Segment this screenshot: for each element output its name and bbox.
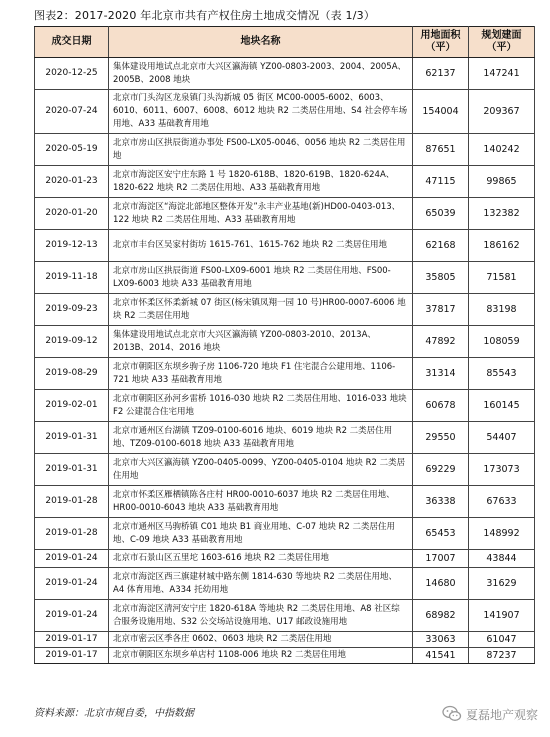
cell-build-area: 31629 bbox=[469, 568, 535, 600]
cell-date: 2019-01-24 bbox=[35, 568, 109, 600]
cell-build-area: 186162 bbox=[469, 230, 535, 262]
cell-name: 北京市石景山区五里坨 1603-616 地块 R2 二类居住用地 bbox=[109, 550, 413, 568]
cell-date: 2019-01-31 bbox=[35, 422, 109, 454]
cell-name: 北京市海淀区清河安宁庄 1820-618A 等地块 R2 二类居住用地、A8 社区综合服务设施用地、S32 公交场站设施用地、U17 邮政设施用地 bbox=[109, 600, 413, 632]
cell-name: 北京市怀柔区雁栖镇陈各庄村 HR00-0010-6037 地块 R2 二类居住用地、HR00-0010-6043 地块 A33 基础教育用地 bbox=[109, 486, 413, 518]
cell-name: 北京市朝阳区东坝乡单店村 1108-006 地块 R2 二类居住用地 bbox=[109, 648, 413, 664]
cell-name: 北京市通州区马驹桥镇 C01 地块 B1 商业用地、C-07 地块 R2 二类居住用地、C-09 地块 A33 基础教育用地 bbox=[109, 518, 413, 550]
cell-name: 北京市怀柔区怀柔新城 07 街区(杨宋镇凤翔一园 10 号)HR00-0007-6006 地块 R2 二类居住用地 bbox=[109, 294, 413, 326]
cell-name: 集体建设用地试点北京市大兴区瀛海镇 YZ00-0803-2003、2004、2005A、2005B、2008 地块 bbox=[109, 58, 413, 90]
cell-name: 北京市朝阳区东坝乡驹子房 1106-720 地块 F1 住宅混合公建用地、1106-721 地块 A33 基础教育用地 bbox=[109, 358, 413, 390]
table-header-row bbox=[35, 27, 535, 58]
table-body bbox=[35, 58, 535, 664]
cell-land-area: 35805 bbox=[413, 262, 469, 294]
table-row bbox=[35, 600, 535, 632]
cell-date: 2019-01-24 bbox=[35, 600, 109, 632]
cell-build-area: 71581 bbox=[469, 262, 535, 294]
cell-build-area: 108059 bbox=[469, 326, 535, 358]
cell-land-area: 62168 bbox=[413, 230, 469, 262]
cell-name: 北京市房山区拱辰街道 FS00-LX09-6001 地块 R2 二类居住用地、FS00-LX09-6003 地块 A33 基础教育用地 bbox=[109, 262, 413, 294]
cell-land-area: 154004 bbox=[413, 90, 469, 134]
page-title: 图表2：2017-2020 年北京市共有产权住房土地成交情况（表 1/3） bbox=[34, 9, 376, 22]
cell-build-area: 43844 bbox=[469, 550, 535, 568]
table-row bbox=[35, 568, 535, 600]
cell-build-area: 140242 bbox=[469, 134, 535, 166]
cell-build-area: 61047 bbox=[469, 632, 535, 648]
cell-name: 北京市朝阳区孙河乡雷桥 1016-030 地块 R2 二类居住用地、1016-033 地块 F2 公建混合住宅用地 bbox=[109, 390, 413, 422]
cell-date: 2020-07-24 bbox=[35, 90, 109, 134]
cell-land-area: 33063 bbox=[413, 632, 469, 648]
land-transaction-table bbox=[34, 26, 535, 664]
cell-date: 2019-09-12 bbox=[35, 326, 109, 358]
table-row bbox=[35, 58, 535, 90]
table-row bbox=[35, 550, 535, 568]
cell-date: 2020-05-19 bbox=[35, 134, 109, 166]
cell-name: 北京市房山区拱辰街道办事处 FS00-LX05-0046、0056 地块 R2 二类居住用地 bbox=[109, 134, 413, 166]
cell-land-area: 41541 bbox=[413, 648, 469, 664]
source-note: 资料来源：北京市规自委，中指数据 bbox=[34, 708, 194, 719]
cell-date: 2020-01-23 bbox=[35, 166, 109, 198]
wechat-icon bbox=[442, 705, 462, 723]
cell-date: 2019-02-01 bbox=[35, 390, 109, 422]
cell-land-area: 62137 bbox=[413, 58, 469, 90]
cell-land-area: 29550 bbox=[413, 422, 469, 454]
cell-date: 2019-01-17 bbox=[35, 648, 109, 664]
cell-name: 北京市大兴区瀛海镇 YZ00-0405-0099、YZ00-0405-0104 地块 R2 二类居住用地 bbox=[109, 454, 413, 486]
cell-build-area: 83198 bbox=[469, 294, 535, 326]
cell-date: 2019-12-13 bbox=[35, 230, 109, 262]
cell-name: 北京市海淀区安宁庄东路 1 号 1820-618B、1820-619B、1820-624A、1820-622 地块 R2 二类居住用地、A33 基础教育用地 bbox=[109, 166, 413, 198]
header-date: 成交日期 bbox=[35, 27, 109, 58]
cell-build-area: 141907 bbox=[469, 600, 535, 632]
cell-land-area: 87651 bbox=[413, 134, 469, 166]
cell-date: 2019-01-31 bbox=[35, 454, 109, 486]
cell-name: 集体建设用地试点北京市大兴区瀛海镇 YZ00-0803-2010、2013A、2013B、2014、2016 地块 bbox=[109, 326, 413, 358]
cell-name: 北京市门头沟区龙泉镇门头沟新城 05 街区 MC00-0005-6002、6003、6010、6011、6007、6008、6012 地块 R2 二类居住用地、S4 社会停车场用地、A33 基础教育用地 bbox=[109, 90, 413, 134]
cell-build-area: 147241 bbox=[469, 58, 535, 90]
cell-land-area: 17007 bbox=[413, 550, 469, 568]
watermark-text: 夏磊地产观察 bbox=[465, 707, 538, 722]
cell-date: 2019-11-18 bbox=[35, 262, 109, 294]
table-row bbox=[35, 454, 535, 486]
cell-land-area: 14680 bbox=[413, 568, 469, 600]
table-row bbox=[35, 166, 535, 198]
table-row bbox=[35, 358, 535, 390]
cell-build-area: 148992 bbox=[469, 518, 535, 550]
cell-build-area: 132382 bbox=[469, 198, 535, 230]
header-land-area: 用地面积 （平） bbox=[413, 27, 469, 58]
cell-land-area: 69229 bbox=[413, 454, 469, 486]
cell-land-area: 37817 bbox=[413, 294, 469, 326]
watermark bbox=[442, 703, 538, 725]
table-row bbox=[35, 326, 535, 358]
cell-land-area: 68982 bbox=[413, 600, 469, 632]
cell-land-area: 65039 bbox=[413, 198, 469, 230]
table-row bbox=[35, 486, 535, 518]
table-row bbox=[35, 90, 535, 134]
cell-build-area: 85543 bbox=[469, 358, 535, 390]
cell-date: 2019-09-23 bbox=[35, 294, 109, 326]
cell-date: 2020-12-25 bbox=[35, 58, 109, 90]
header-build-area: 规划建面 （平） bbox=[469, 27, 535, 58]
table-row bbox=[35, 198, 535, 230]
cell-land-area: 36338 bbox=[413, 486, 469, 518]
cell-date: 2019-08-29 bbox=[35, 358, 109, 390]
cell-name: 北京市密云区季各庄 0602、0603 地块 R2 二类居住用地 bbox=[109, 632, 413, 648]
table-row bbox=[35, 390, 535, 422]
cell-name: 北京市通州区台湖镇 TZ09-0100-6016 地块、6019 地块 R2 二类居住用地、TZ09-0100-6018 地块 A33 基础教育用地 bbox=[109, 422, 413, 454]
table-row bbox=[35, 230, 535, 262]
table-row bbox=[35, 294, 535, 326]
cell-build-area: 209367 bbox=[469, 90, 535, 134]
table-row bbox=[35, 262, 535, 294]
cell-build-area: 87237 bbox=[469, 648, 535, 664]
cell-name: 北京市海淀区“海淀北部地区整体开发”永丰产业基地(新)HD00-0403-013、122 地块 R2 二类居住用地、A33 基础教育用地 bbox=[109, 198, 413, 230]
table-row bbox=[35, 422, 535, 454]
cell-date: 2020-01-20 bbox=[35, 198, 109, 230]
cell-build-area: 67633 bbox=[469, 486, 535, 518]
cell-build-area: 99865 bbox=[469, 166, 535, 198]
table-row bbox=[35, 632, 535, 648]
cell-date: 2019-01-17 bbox=[35, 632, 109, 648]
cell-land-area: 31314 bbox=[413, 358, 469, 390]
cell-name: 北京市海淀区西三旗建材城中路东侧 1814-630 等地块 R2 二类居住用地、A4 体育用地、A334 托幼用地 bbox=[109, 568, 413, 600]
table-row bbox=[35, 518, 535, 550]
cell-land-area: 47115 bbox=[413, 166, 469, 198]
cell-date: 2019-01-24 bbox=[35, 550, 109, 568]
cell-date: 2019-01-28 bbox=[35, 486, 109, 518]
cell-land-area: 47892 bbox=[413, 326, 469, 358]
cell-build-area: 160145 bbox=[469, 390, 535, 422]
cell-land-area: 60678 bbox=[413, 390, 469, 422]
table-row bbox=[35, 648, 535, 664]
cell-name: 北京市丰台区吴家村街坊 1615-761、1615-762 地块 R2 二类居住用地 bbox=[109, 230, 413, 262]
cell-build-area: 54407 bbox=[469, 422, 535, 454]
cell-date: 2019-01-28 bbox=[35, 518, 109, 550]
table-row bbox=[35, 134, 535, 166]
cell-land-area: 65453 bbox=[413, 518, 469, 550]
cell-build-area: 173073 bbox=[469, 454, 535, 486]
header-name: 地块名称 bbox=[109, 27, 413, 58]
